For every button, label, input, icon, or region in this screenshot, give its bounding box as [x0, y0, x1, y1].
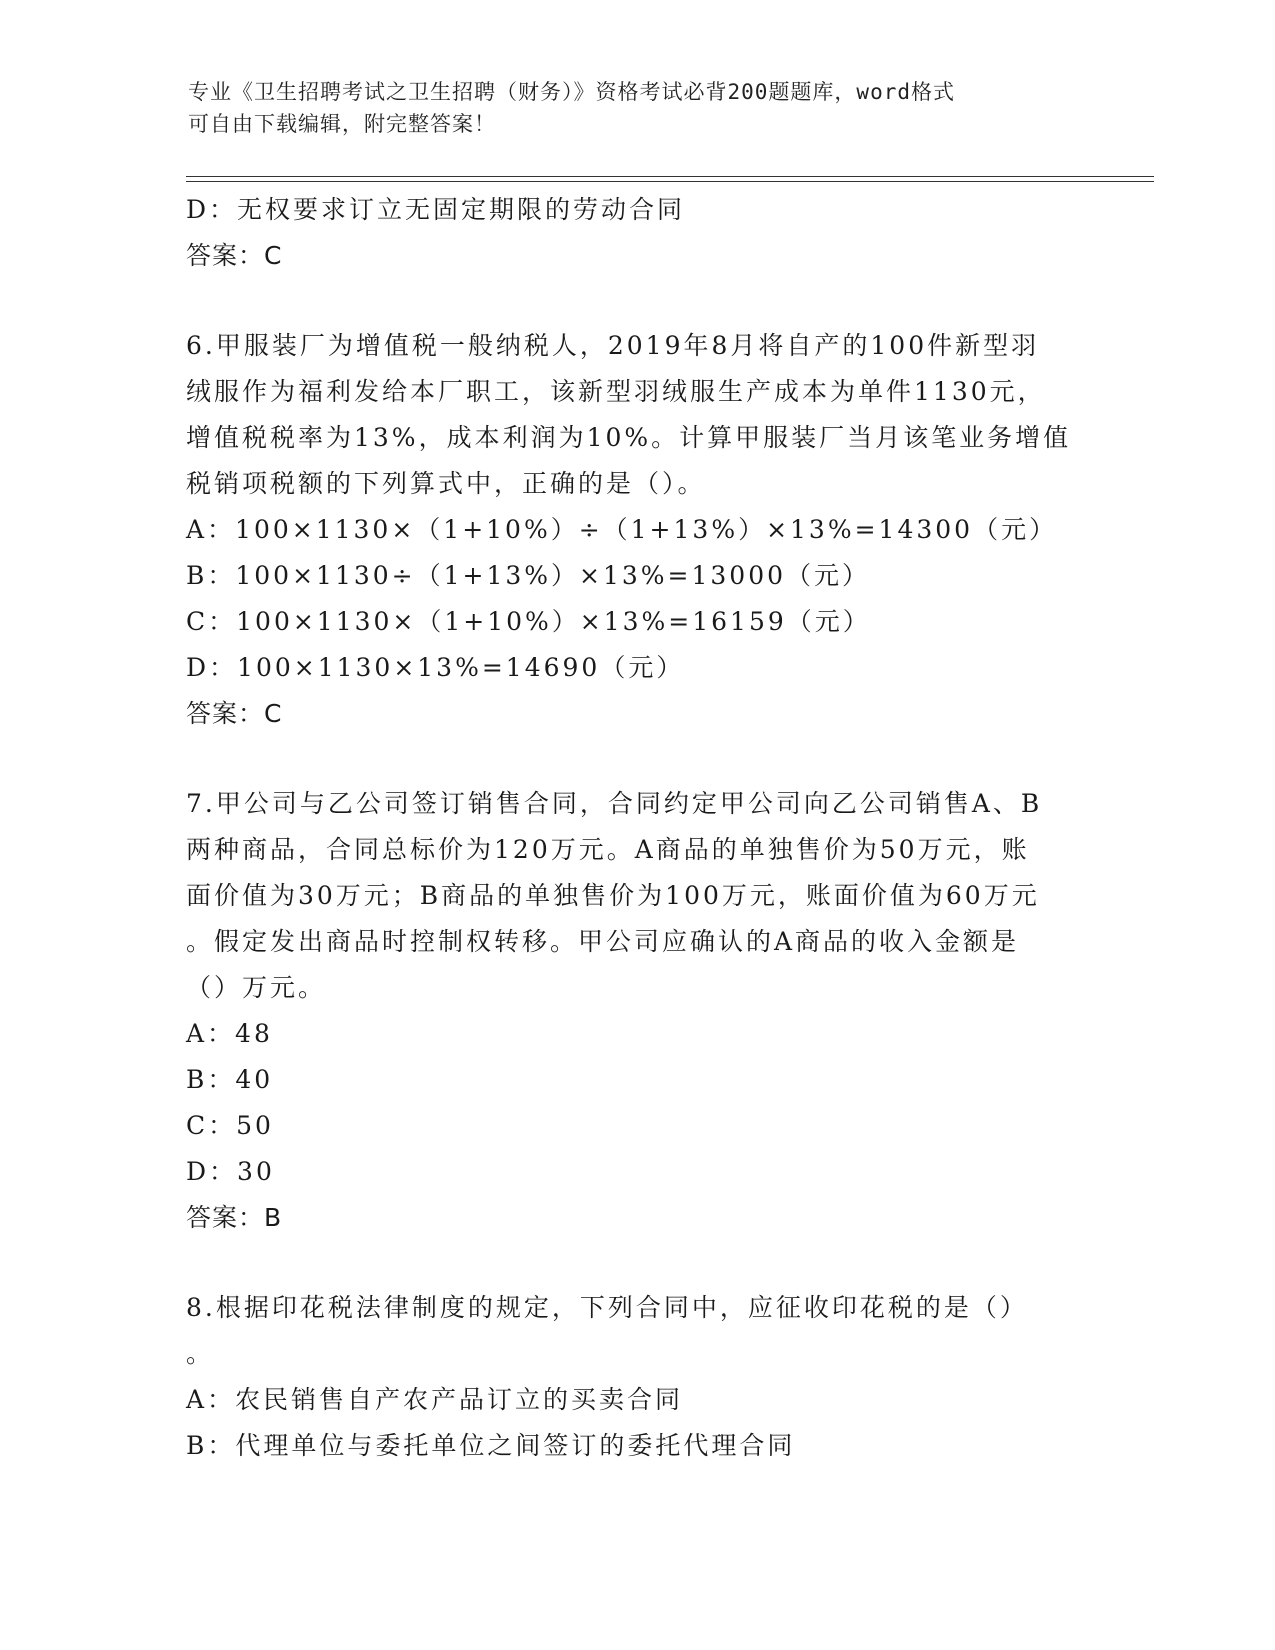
question-stem-line: 。 [186, 1339, 215, 1368]
option-b: B：代理单位与委托单位之间签订的委托代理合同 [186, 1431, 796, 1460]
option-c: C：100×1130×（1+10%）×13%=16159（元） [186, 607, 871, 636]
answer: 答案：C [186, 241, 283, 270]
option-d: D：100×1130×13%=14690（元） [186, 653, 685, 682]
header-divider-bottom [186, 181, 1154, 182]
header-divider-top [186, 176, 1154, 177]
question-stem-line: 6.甲服装厂为增值税一般纳税人，2019年8月将自产的100件新型羽 [186, 331, 1040, 360]
question-stem-line: 面价值为30万元；B商品的单独售价为100万元，账面价值为60万元 [186, 881, 1040, 910]
option-a: A：农民销售自产农产品订立的买卖合同 [186, 1385, 684, 1414]
question-stem-line: 。假定发出商品时控制权转移。甲公司应确认的A商品的收入金额是 [186, 927, 1020, 956]
question-5 [186, 187, 1086, 279]
option-d: D：无权要求订立无固定期限的劳动合同 [186, 195, 686, 224]
answer: 答案：C [186, 699, 283, 728]
option-b: B：40 [186, 1065, 274, 1094]
option-a: A：48 [186, 1019, 273, 1048]
question-6 [186, 323, 1086, 737]
header-line-1: 专业《卫生招聘考试之卫生招聘（财务）》资格考试必背200题题库，word格式 [188, 80, 955, 104]
question-8 [186, 1285, 1086, 1469]
header-line-2: 可自由下载编辑，附完整答案！ [188, 112, 496, 136]
answer: 答案：B [186, 1203, 283, 1232]
option-b: B：100×1130÷（1+13%）×13%=13000（元） [186, 561, 871, 590]
document-body [186, 187, 1086, 1469]
question-stem-line: 增值税税率为13%，成本利润为10%。计算甲服装厂当月该笔业务增值 [186, 423, 1072, 452]
question-stem-line: 税销项税额的下列算式中，正确的是（）。 [186, 469, 706, 498]
question-stem-line: （）万元。 [186, 973, 327, 1002]
question-stem-line: 8.根据印花税法律制度的规定，下列合同中，应征收印花税的是（） [186, 1293, 1028, 1322]
option-c: C：50 [186, 1111, 274, 1140]
question-stem-line: 两种商品，合同总标价为120万元。A商品的单独售价为50万元，账 [186, 835, 1030, 864]
question-7 [186, 781, 1086, 1241]
document-header [188, 76, 1088, 140]
question-stem-line: 绒服作为福利发给本厂职工，该新型羽绒服生产成本为单件1130元， [186, 377, 1046, 406]
question-stem-line: 7.甲公司与乙公司签订销售合同，合同约定甲公司向乙公司销售A、B [186, 789, 1043, 818]
option-d: D：30 [186, 1157, 275, 1186]
option-a: A：100×1130×（1+10%）÷（1+13%）×13%=14300（元） [186, 515, 1058, 544]
